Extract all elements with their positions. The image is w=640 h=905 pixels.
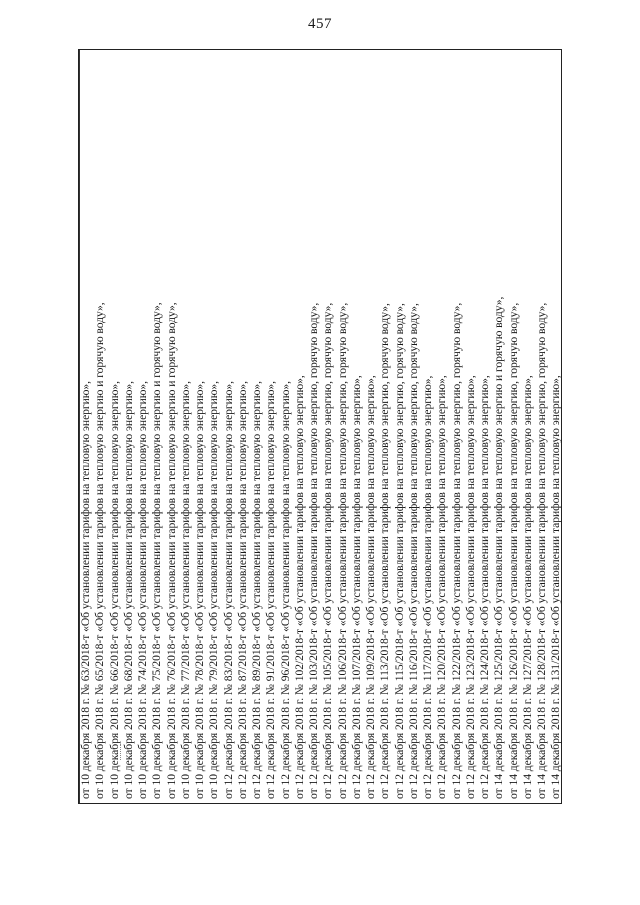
scan-margin-mark [120,744,124,760]
resolution-entry: от 12 декабря 2018 г. № 107/2018-т «Об установлении тарифов на тепловую энергию», [349,375,363,799]
resolution-entry: от 12 декабря 2018 г. № 109/2018-т «Об установлении тарифов на тепловую энергию», [364,375,377,799]
resolution-entry: от 10 декабря 2018 г. № 66/2018-т «Об установлении тарифов на тепловую энергию», [107,381,121,799]
resolution-entry: от 12 декабря 2018 г. № 102/2018-т «Об установлении тарифов на тепловую энергию», [292,375,306,799]
resolution-entry: от 12 декабря 2018 г. № 113/2018-т «Об установлении тарифов на тепловую энергию, горячую воду», [378,303,392,799]
resolution-entry: от 10 декабря 2018 г. № 75/2018-т «Об установлении тарифов на тепловую энергию и горячую воду», [150,302,164,799]
resolution-entry: от 10 декабря 2018 г. № 77/2018-т «Об установлении тарифов на тепловую энергию», [178,381,192,799]
rotated-text-block [79,50,563,805]
resolution-entry: от 12 декабря 2018 г. № 83/2018-т «Об установлении тарифов на тепловую энергию», [221,381,235,799]
resolution-entry: от 10 декабря 2018 г. № 78/2018-т «Об установлении тарифов на тепловую энергию», [193,381,206,799]
resolution-entry: от 10 декабря 2018 г. № 79/2018-т «Об установлении тарифов на тепловую энергию», [207,381,221,799]
resolution-entry: от 10 декабря 2018 г. № 65/2018-т «Об установлении тарифов на тепловую энергию и горячую воду», [93,302,107,799]
resolution-entry: от 14 декабря 2018 г. № 127/2018-т «Об установлении тарифов на тепловую энергию», [520,375,534,799]
resolution-entry: от 10 декабря 2018 г. № 63/2018-т «Об установлении тарифов на тепловую энергию», [79,381,92,799]
resolution-entry: от 12 декабря 2018 г. № 120/2018-т «Об установлении тарифов на тепловую энергию», [435,375,449,799]
resolution-entry: от 12 декабря 2018 г. № 116/2018-т «Об установлении тарифов на тепловую энергию, горячую воду», [406,303,420,799]
resolution-entry: от 10 декабря 2018 г. № 74/2018-т «Об установлении тарифов на тепловую энергию», [136,381,149,799]
resolution-entry: от 12 декабря 2018 г. № 89/2018-т «Об установлении тарифов на тепловую энергию», [250,381,263,799]
resolution-entry: от 12 декабря 2018 г. № 91/2018-т «Об установлении тарифов на тепловую энергию», [264,381,278,799]
resolution-entry: от 10 декабря 2018 г. № 68/2018-т «Об установлении тарифов на тепловую энергию», [121,381,135,799]
resolution-entry: от 12 декабря 2018 г. № 105/2018-т «Об установлении тарифов на тепловую энергию, горячую воду», [321,302,335,799]
resolution-entry: от 12 декабря 2018 г. № 123/2018-т «Об установлении тарифов на тепловую энергию», [463,375,477,799]
resolution-entry: от 14 декабря 2018 г. № 128/2018-т «Об установлении тарифов на тепловую энергию, горячую воду», [535,302,548,799]
document-frame [78,49,562,804]
resolution-entry: от 14 декабря 2018 г. № 126/2018-т «Об установлении тарифов на тепловую энергию, горячую воду», [506,302,520,799]
page-number: 457 [308,16,332,32]
resolution-entry: от 12 декабря 2018 г. № 117/2018-т «Об установлении тарифов на тепловую энергию», [421,375,434,799]
resolution-entry: от 12 декабря 2018 г. № 122/2018-т «Об установлении тарифов на тепловую энергию, горячую воду», [449,302,463,799]
resolution-entry: от 14 декабря 2018 г. № 131/2018-т «Об установлении тарифов на тепловую энергию», [549,375,563,799]
resolution-entry: от 12 декабря 2018 г. № 106/2018-т «Об установлении тарифов на тепловую энергию, горячую воду», [335,302,349,799]
resolution-entry: от 14 декабря 2018 г. № 125/2018-т «Об установлении тарифов на тепловую энергию и горячую воду», [492,296,506,799]
resolution-list [79,50,564,805]
resolution-entry: от 12 декабря 2018 г. № 115/2018-т «Об установлении тарифов на тепловую энергию, горячую воду», [392,303,406,799]
resolution-entry: от 10 декабря 2018 г. № 76/2018-т «Об установлении тарифов на тепловую энергию и горячую воду», [164,302,178,799]
resolution-entry: от 12 декабря 2018 г. № 96/2018-т «Об установлении тарифов на тепловую энергию», [278,381,292,799]
resolution-entry: от 12 декабря 2018 г. № 124/2018-т «Об установлении тарифов на тепловую энергию», [478,375,491,799]
resolution-entry: от 12 декабря 2018 г. № 87/2018-т «Об установлении тарифов на тепловую энергию», [235,381,249,799]
resolution-entry: от 12 декабря 2018 г. № 103/2018-т «Об установлении тарифов на тепловую энергию, горячую воду», [307,302,320,799]
